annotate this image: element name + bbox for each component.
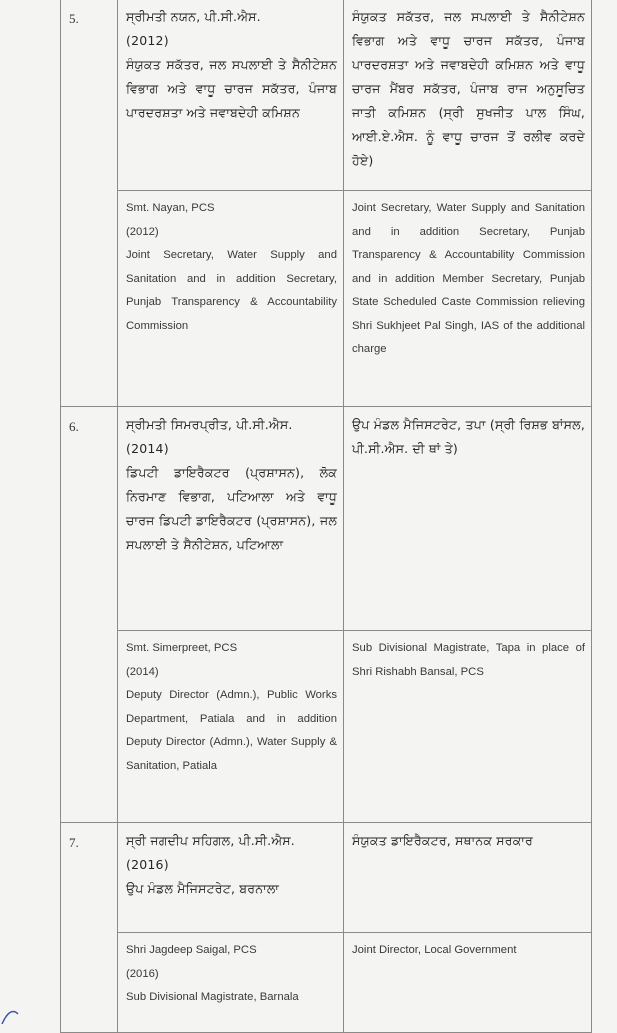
current-post-punjabi: ਉਪ ਮੰਡਲ ਮੈਜਿਸਟਰੇਟ, ਬਰਨਾਲਾ (126, 881, 280, 896)
batch-year-english: (2014) (126, 665, 159, 678)
officer-name-english: Smt. Nayan, PCS (126, 202, 215, 214)
batch-year-punjabi: (2012) (126, 33, 169, 48)
new-posting-punjabi: ਉਪ ਮੰਡਲ ਮੈਜਿਸਟਰੇਟ, ਤਪਾ (ਸ੍ਰੀ ਰਿਸ਼ਭ ਬਾਂਸਲ, ਪੀ.ਸੀ.ਐਸ. ਦੀ ਥਾਂ ਤੇ) (352, 417, 585, 456)
serial-number: 6. (61, 407, 118, 823)
new-posting-cell-english (344, 191, 592, 407)
current-post-english: Deputy Director (Admn.), Public Works Department, Patiala and in addition Deputy Director (Admn.), Water Supply & Sanitation, Patiala (126, 689, 337, 772)
new-posting-english: Joint Director, Local Government (352, 944, 517, 956)
new-posting-cell-english (344, 631, 592, 823)
officer-cell-punjabi (118, 407, 344, 631)
officer-name-english: Shri Jagdeep Saigal, PCS (126, 944, 257, 956)
officer-name-punjabi: ਸ੍ਰੀਮਤੀ ਨਯਨ, ਪੀ.ਸੀ.ਐਸ. (126, 9, 261, 24)
new-posting-cell-english (344, 933, 592, 1033)
new-posting-punjabi: ਸੰਯੁਕਤ ਸਕੱਤਰ, ਜਲ ਸਪਲਾਈ ਤੇ ਸੈਨੀਟੇਸ਼ਨ ਵਿਭਾਗ ਅਤੇ ਵਾਧੂ ਚਾਰਜ ਸਕੱਤਰ, ਪੰਜਾਬ ਪਾਰਦਰਸ਼ਤਾ ਅਤੇ ਜਵਾਬਦੇਹੀ ਕਮਿਸ਼ਨ ਅਤੇ ਵਾਧੂ ਚਾਰਜ ਮੈਂਬਰ ਸਕੱਤਰ, ਪੰਜਾਬ ਰਾਜ ਅਨੁਸੂਚਿਤ ਜਾਤੀ ਕਮਿਸ਼ਨ (ਸ੍ਰੀ ਸੁਖਜੀਤ ਪਾਲ ਸਿੰਘ, ਆਈ.ਏ.ਐਸ. ਨੂੰ ਵਾਧੂ ਚਾਰਜ ਤੋਂ ਰਲੀਵ ਕਰਦੇ ਹੋਏ) (352, 9, 585, 168)
new-posting-cell-punjabi (344, 823, 592, 933)
officer-cell-english (118, 933, 344, 1033)
new-posting-english: Sub Divisional Magistrate, Tapa in place of Shri Rishabh Bansal, PCS (352, 642, 585, 678)
officer-cell-punjabi (118, 0, 344, 191)
current-post-punjabi: ਸੰਯੁਕਤ ਸਕੱਤਰ, ਜਲ ਸਪਲਾਈ ਤੇ ਸੈਨੀਟੇਸ਼ਨ ਵਿਭਾਗ ਅਤੇ ਵਾਧੂ ਚਾਰਜ ਸਕੱਤਰ, ਪੰਜਾਬ ਪਾਰਦਰਸ਼ਤਾ ਅਤੇ ਜਵਾਬਦੇਹੀ ਕਮਿਸ਼ਨ (126, 57, 337, 120)
table-row (61, 933, 592, 1033)
officer-cell-punjabi (118, 823, 344, 933)
officer-name-english: Smt. Simerpreet, PCS (126, 642, 238, 654)
new-posting-punjabi: ਸੰਯੁਕਤ ਡਾਇਰੈਕਟਰ, ਸਥਾਨਕ ਸਰਕਾਰ (352, 833, 534, 848)
serial-number: 7. (61, 823, 118, 1033)
batch-year-punjabi: (2016) (126, 857, 169, 872)
new-posting-cell-punjabi (344, 0, 592, 191)
table-row (61, 823, 592, 933)
new-posting-english: Joint Secretary, Water Supply and Sanitation and in addition Secretary, Punjab Transparency & Accountability Commission and in addition Member Secretary, Punjab State Scheduled Caste Commission relieving Shri Sukhjeet Pal Singh, IAS of the additional charge (352, 202, 585, 355)
transfer-order-table (60, 0, 592, 1033)
batch-year-english: (2012) (126, 225, 159, 238)
batch-year-english: (2016) (126, 967, 159, 980)
table-row (61, 631, 592, 823)
batch-year-punjabi: (2014) (126, 441, 169, 456)
current-post-english: Joint Secretary, Water Supply and Sanitation and in addition Secretary, Punjab Transparency & Accountability Commission (126, 249, 337, 332)
table-row (61, 191, 592, 407)
current-post-punjabi: ਡਿਪਟੀ ਡਾਇਰੈਕਟਰ (ਪ੍ਰਸ਼ਾਸਨ), ਲੋਕ ਨਿਰਮਾਣ ਵਿਭਾਗ, ਪਟਿਆਲਾ ਅਤੇ ਵਾਧੂ ਚਾਰਜ ਡਿਪਟੀ ਡਾਇਰੈਕਟਰ (ਪ੍ਰਸ਼ਾਸਨ), ਜਲ ਸਪਲਾਈ ਤੇ ਸੈਨੀਟੇਸ਼ਨ, ਪਟਿਆਲਾ (126, 465, 337, 552)
officer-cell-english (118, 191, 344, 407)
officer-name-punjabi: ਸ੍ਰੀ ਜਗਦੀਪ ਸਹਿਗਲ, ਪੀ.ਸੀ.ਐਸ. (126, 833, 295, 848)
serial-number: 5. (61, 0, 118, 407)
page-edge-mark (0, 984, 20, 1024)
table-row (61, 407, 592, 631)
new-posting-cell-punjabi (344, 407, 592, 631)
table-row (61, 0, 592, 191)
current-post-english: Sub Divisional Magistrate, Barnala (126, 991, 299, 1003)
officer-name-punjabi: ਸ੍ਰੀਮਤੀ ਸਿਮਰਪ੍ਰੀਤ, ਪੀ.ਸੀ.ਐਸ. (126, 417, 293, 432)
officer-cell-english (118, 631, 344, 823)
